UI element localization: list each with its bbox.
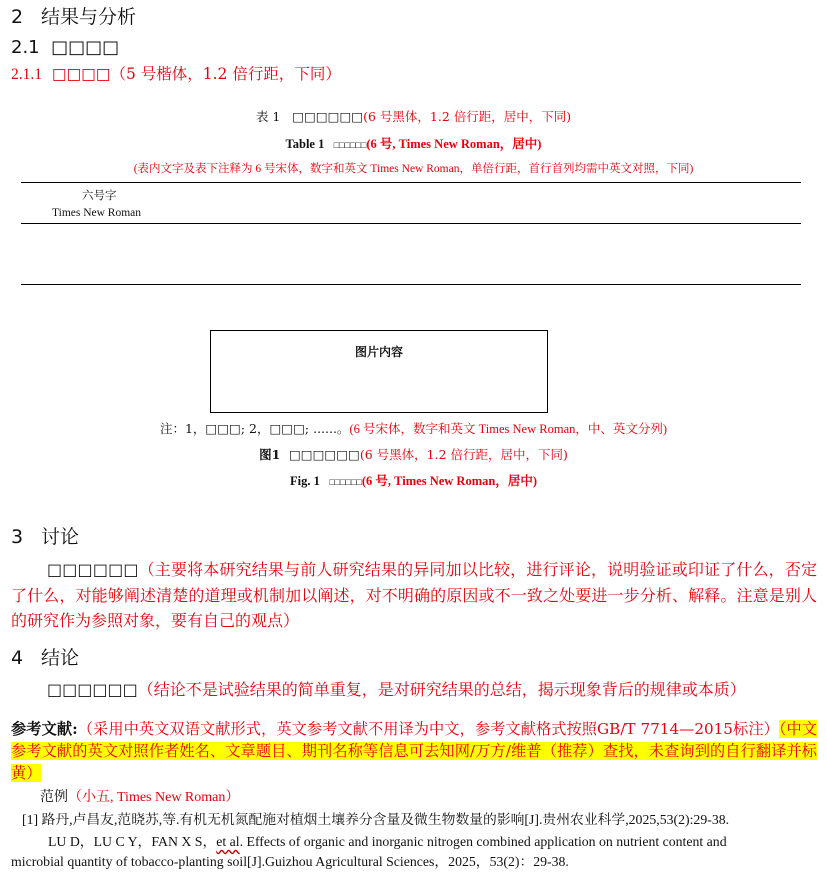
section-2-heading <box>11 2 136 29</box>
section-4-heading <box>11 643 79 670</box>
figure-label: Fig. 1 <box>290 474 320 488</box>
reference-authors: LU D，LU C Y，FAN X S， <box>48 834 217 849</box>
format-note: （5 号楷体，1.2 倍行距，下同） <box>110 65 341 83</box>
reference-title: . Effects of organic and inorganic nitrogen combined application on nutrient content and <box>239 834 727 849</box>
reference-1-en-line1 <box>48 830 727 850</box>
figure-caption-en <box>0 471 827 489</box>
table-format-note: (表内文字及表下注释为 6 号宋体，数字和英文 Times New Roman，单倍行距，首行首列均需中英文对照，下同) <box>133 163 694 175</box>
table-title-placeholder: □□□□□□ <box>333 140 367 150</box>
figure-label: 图1 <box>259 447 281 462</box>
section-3-heading <box>11 522 79 549</box>
section-number: 2.1.1 <box>11 66 42 83</box>
figure-note-text: 注：1，□□□; 2，□□□; ......。 <box>159 421 350 436</box>
table-bottom-rule <box>21 284 801 285</box>
format-note: (6 号, Times New Roman，居中) <box>366 137 542 151</box>
reference-1-en-line2: microbial quantity of tobacco-planting soil[J].Guizhou Agricultural Sciences，2025，53(2)：29-38. <box>11 854 569 869</box>
reference-1-zh: [1] 路丹,卢昌友,范晓苏,等.有机无机氮配施对植烟土壤养分含量及微生物数量的影响[J].贵州农业科学,2025,53(2):29-38. <box>22 812 730 827</box>
table-header-en: Times New Roman <box>52 207 142 219</box>
reference-etal: et al <box>216 834 240 849</box>
table-header-rule <box>21 223 801 224</box>
example-label: 范例 <box>40 789 68 805</box>
table-label: 表 1 <box>255 109 281 124</box>
figure-title-placeholder: □□□□□□ <box>329 477 362 487</box>
section-number: 2 <box>11 6 24 28</box>
section-number: 2.1 <box>11 37 40 58</box>
section-title: □□□□ <box>51 65 111 83</box>
format-note: (6 号宋体，数字和英文 Times New Roman，中、英文分列) <box>349 422 668 436</box>
paragraph-placeholder: □□□□□□ <box>47 560 139 579</box>
references-heading <box>11 718 817 784</box>
section-title: 讨论 <box>41 526 80 548</box>
table-label: Table 1 <box>285 137 325 151</box>
figure-note <box>0 419 827 437</box>
paragraph-instruction: （主要将本研究结果与前人研究结果的异同加以比较，进行评论，说明验证或印证了什么，否定了什么，对能够阐述清楚的道理或机制加以阐述，对不明确的原因或不一致之处要进一步分析、解释。注意是别人的研究作为参照对象，要有自己的观点） <box>11 560 817 630</box>
figure-title-placeholder: □□□□□□ <box>289 447 360 462</box>
section-2-1-heading <box>11 37 119 58</box>
figure-caption-zh <box>0 445 827 463</box>
example-format-note: （小五, Times New Roman） <box>68 790 240 805</box>
table-top-rule <box>21 182 801 183</box>
section-2-1-1-heading <box>11 62 341 84</box>
section-title: 结果与分析 <box>41 6 137 28</box>
table-header-zh: 六号字 <box>82 188 117 202</box>
table-caption-en <box>0 134 827 152</box>
table-title-placeholder: □□□□□□ <box>292 109 364 124</box>
discussion-paragraph <box>11 557 817 634</box>
section-title: □□□□ <box>51 37 120 58</box>
example-line <box>40 786 239 806</box>
format-note: (6 号黑体，1.2 倍行距，居中，下同) <box>363 109 572 124</box>
figure-box <box>210 330 548 413</box>
table-caption-zh <box>0 107 827 125</box>
figure-content-label: 图片内容 <box>354 345 403 359</box>
references-format-note: （采用中英文双语文献形式，英文参考文献不用译为中文，参考文献格式按照GB/T 7714—2015标注） <box>77 720 779 738</box>
section-number: 4 <box>11 647 24 669</box>
section-title: 结论 <box>41 647 80 669</box>
references-highlight-note: （中文参考文献的英文对照作者姓名、文章题目、期刊名称等信息可去知网/万方/维普（推荐）查找，未查询到的自行翻译并标黄） <box>11 720 818 782</box>
conclusion-paragraph <box>11 677 817 703</box>
format-note: (6 号, Times New Roman，居中) <box>361 474 537 488</box>
paragraph-instruction: （结论不是试验结果的简单重复，是对研究结果的总结，揭示现象背后的规律或本质） <box>137 680 746 699</box>
references-label: 参考文献: <box>11 720 78 738</box>
section-number: 3 <box>11 526 24 548</box>
format-note: (6 号黑体，1.2 倍行距，居中，下同) <box>359 447 568 462</box>
paragraph-placeholder: □□□□□□ <box>47 680 138 699</box>
